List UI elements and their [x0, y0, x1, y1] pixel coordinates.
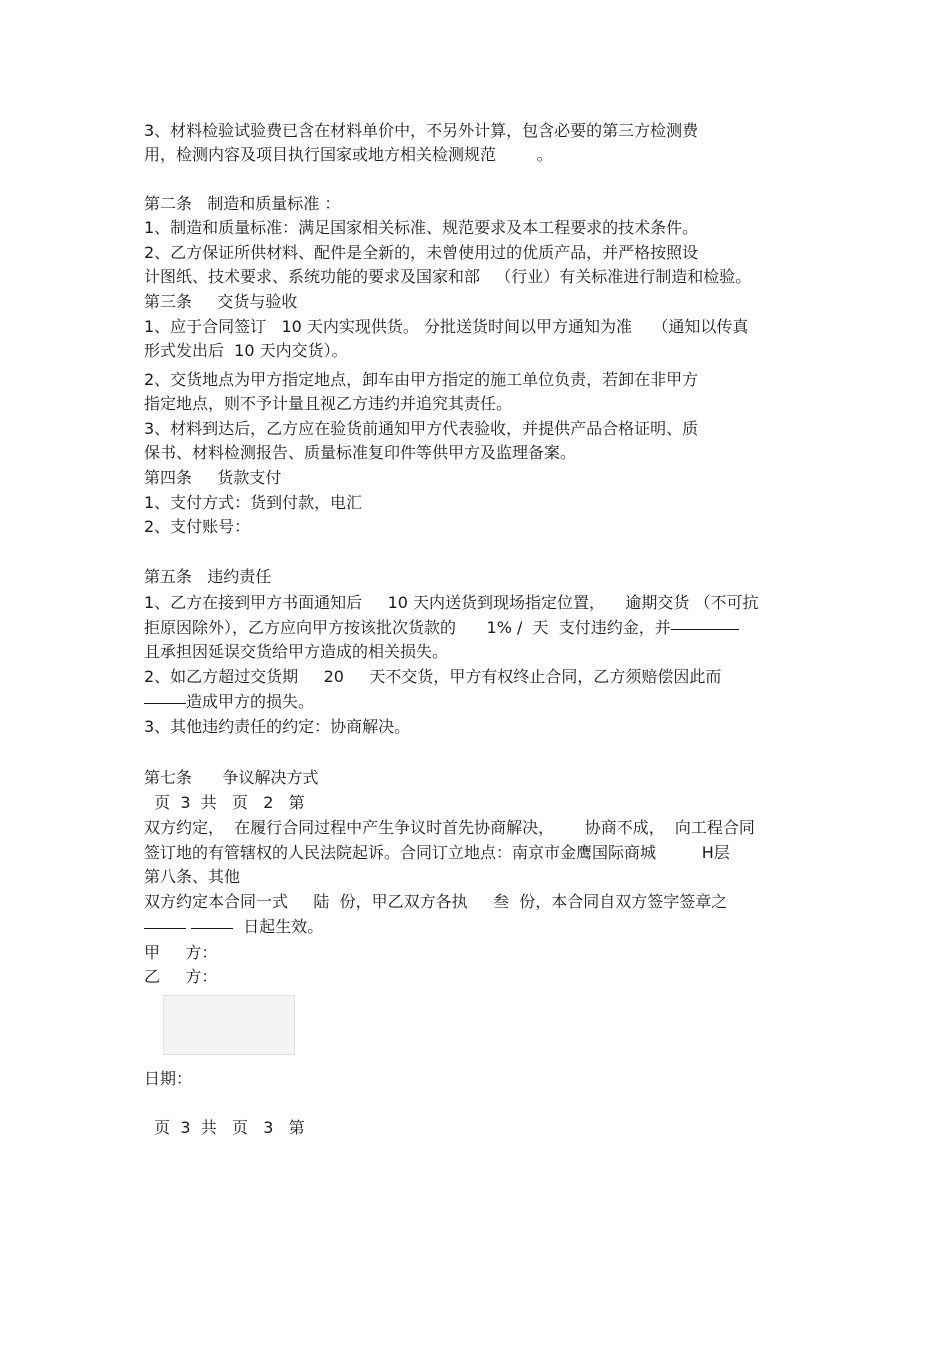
- clause-line: 签订地的有管辖权的人民法院起诉。合同订立地点：南京市金鹰国际商城 H层: [144, 843, 730, 862]
- clause-text: 拒原因除外），乙方应向甲方按该批次货款的 1% / 天 支付违约金，并: [144, 618, 671, 637]
- clause-line: 双方约定本合同一式 陆 份，甲乙双方各执 叁 份，本合同自双方签字签章之: [144, 892, 728, 911]
- clause-line: 3、材料到达后，乙方应在验货前通知甲方代表验收，并提供产品合格证明、质: [144, 419, 699, 438]
- section-heading-7: 第七条 争议解决方式: [144, 768, 319, 787]
- clause-text: 造成甲方的损失。: [186, 692, 315, 711]
- clause-line: 计图纸、技术要求、系统功能的要求及国家和部 （行业）有关标准进行制造和检验。: [144, 267, 752, 286]
- clause-line: 保书、材料检测报告、质量标准复印件等供甲方及监理备案。: [144, 443, 577, 462]
- clause-line: 3、材料检验试验费已含在材料单价中，不另外计算，包含必要的第三方检测费: [144, 121, 699, 140]
- clause-line: 1、应于合同签订 10 天内实现供货。 分批送货时间以甲方通知为准 （通知以传真: [144, 317, 749, 336]
- clause-line: 形式发出后 10 天内交货）。: [144, 341, 348, 360]
- party-b-label: 乙 方：: [144, 967, 218, 986]
- section-heading-4: 第四条 货款支付: [144, 468, 282, 487]
- clause-line: 用，检测内容及项目执行国家或地方相关检测规范 。: [144, 145, 553, 164]
- fill-in-blank: [144, 702, 186, 704]
- section-heading-5: 第五条 违约责任: [144, 567, 272, 586]
- clause-line-with-blank: [144, 916, 323, 938]
- clause-line: 双方约定， 在履行合同过程中产生争议时首先协商解决， 协商不成， 向工程合同: [144, 818, 755, 837]
- clause-line: 2、交货地点为甲方指定地点，卸车由甲方指定的施工单位负责，若卸在非甲方: [144, 370, 699, 389]
- clause-line-with-blank: [144, 617, 739, 639]
- clause-text: 日起生效。: [243, 917, 324, 936]
- section-heading-8: 第八条、其他: [144, 867, 241, 886]
- fill-in-blank: [144, 927, 186, 929]
- signature-image-placeholder: [163, 995, 295, 1055]
- fill-in-blank: [671, 628, 739, 630]
- clause-line: 且承担因延误交货给甲方造成的相关损失。: [144, 642, 449, 661]
- section-heading-2: 第二条 制造和质量标准 ：: [144, 194, 341, 213]
- page-footer: 页 3 共 页 2 第: [144, 793, 305, 812]
- clause-line: 2、支付账号：: [144, 517, 251, 536]
- clause-line: 1、制造和质量标准：满足国家相关标准、规范要求及本工程要求的技术条件。: [144, 218, 699, 237]
- clause-line: 1、乙方在接到甲方书面通知后 10 天内送货到现场指定位置， 逾期交货 （不可抗: [144, 593, 759, 612]
- clause-line: 2、如乙方超过交货期 20 天不交货，甲方有权终止合同，乙方须赔偿因此而: [144, 667, 722, 686]
- clause-line-with-blank: [144, 691, 314, 713]
- clause-line: 3、其他违约责任的约定：协商解决。: [144, 717, 411, 736]
- party-a-label: 甲 方：: [144, 943, 218, 962]
- fill-in-blank: [191, 927, 233, 929]
- clause-line: 1、支付方式：货到付款，电汇: [144, 493, 363, 512]
- page-footer: 页 3 共 页 3 第: [144, 1118, 305, 1137]
- section-heading-3: 第三条 交货与验收: [144, 292, 298, 311]
- date-label: 日期：: [144, 1069, 193, 1088]
- clause-line: 指定地点，则不予计量且视乙方违约并追究其责任。: [144, 394, 513, 413]
- clause-line: 2、乙方保证所供材料、配件是全新的，未曾使用过的优质产品，并严格按照设: [144, 243, 699, 262]
